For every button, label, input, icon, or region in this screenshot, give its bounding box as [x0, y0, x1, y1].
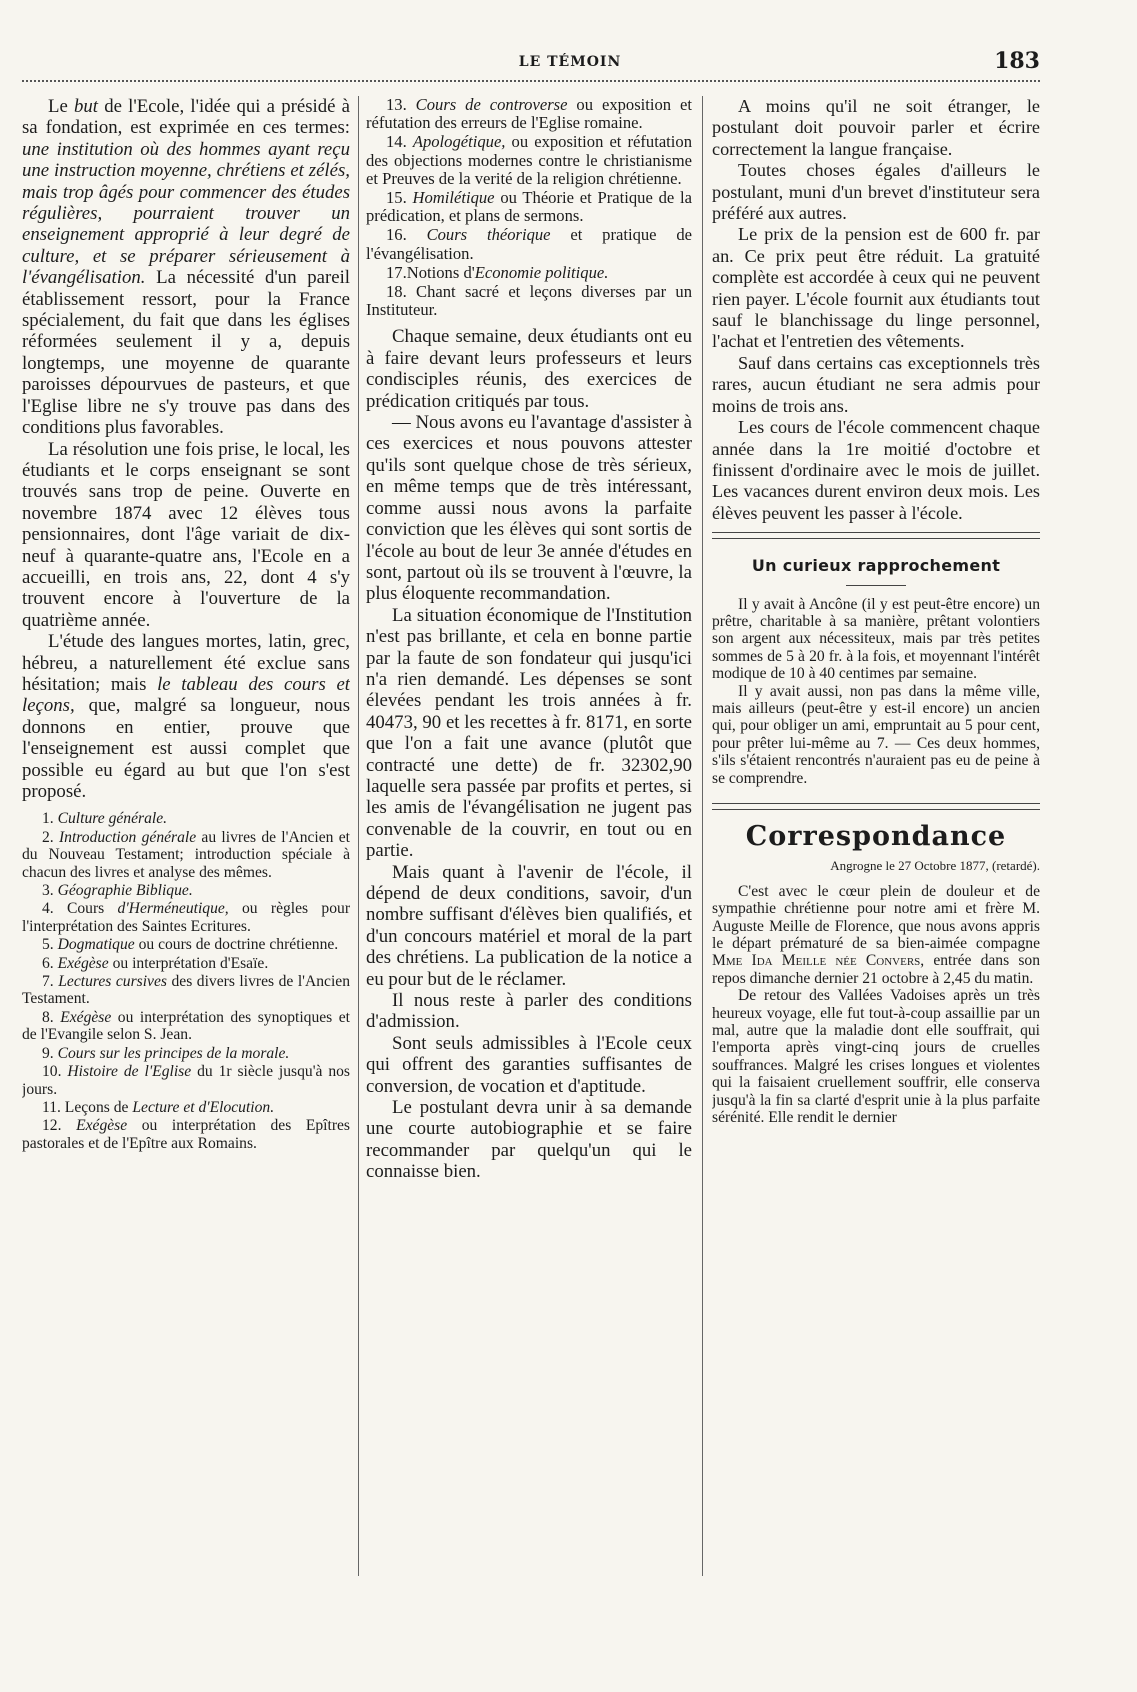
- course-item: 18. Chant sacré et leçons diverses par un Instituteur.: [366, 282, 692, 320]
- course-item: 8. Exégèse ou interprétation des synoptiques et de l'Evangile selon S. Jean.: [22, 1008, 350, 1044]
- course-list-part2: [366, 96, 692, 319]
- course-item: 15. Homilétique ou Théorie et Pratique de la prédication, et plans de sermons.: [366, 188, 692, 226]
- para-future: Mais quant à l'avenir de l'école, il dépend de deux conditions, savoir, d'un nombre suffisant d'élèves bien qualifiés, et d'un concours matériel et moral de la part des chrétiens. La publication de la notice a eu pour but de le réclamer.: [366, 861, 692, 990]
- course-item: 2. Introduction générale au livres de l'Ancien et du Nouveau Testament; introduction spéciale à chacun des livres et analyse des mêmes.: [22, 828, 350, 881]
- section-divider-2: [712, 803, 1040, 810]
- course-item: 6. Exégèse ou interprétation d'Esaïe.: [42, 954, 269, 972]
- course-item: 17.Notions d'Economie politique.: [386, 262, 609, 282]
- column-2: [366, 96, 692, 1676]
- section-divider: [712, 532, 1040, 539]
- para-brevet: Toutes choses égales d'ailleurs le postulant, muni d'un brevet d'instituteur sera préféré aux autres.: [712, 160, 1040, 224]
- dateline: Angrogne le 27 Octobre 1877, (retardé).: [830, 858, 1040, 874]
- course-item: 9. Cours sur les principes de la morale.: [42, 1044, 290, 1062]
- page-number: 183: [994, 48, 1040, 74]
- para-languages: L'étude des langues mortes, latin, grec, hébreu, a naturellement été exclue sans hésitation; mais le tableau des cours et leçons, que, malgré sa longueur, nous donnons en entier, prouve que l'enseignement est aussi complet que possible eu égard au but que l'on s'est proposé.: [22, 631, 350, 802]
- column-1: [22, 96, 350, 1676]
- para-admissible: Sont seuls admissibles à l'Ecole ceux qui offrent des garanties suffisantes de conversion, de vocation et d'aptitude.: [366, 1032, 692, 1097]
- para-ancien: Il y avait aussi, non pas dans la même ville, mais ailleurs (peut-être y est-il encore) un ancien qui, pour obliger un ami, empruntait au 5 pour cent, pour prêter lui-même au 7. — Ces deux hommes, s'ils s'étaient rencontrés n'auraient pas eu de peine à se comprendre.: [712, 682, 1040, 787]
- course-item: 1. Culture générale.: [42, 810, 168, 828]
- course-item: 5. Dogmatique ou cours de doctrine chrétienne.: [42, 936, 339, 954]
- course-item: 3. Géographie Biblique.: [42, 882, 193, 900]
- column-rule-2: [702, 96, 703, 1576]
- course-item: 16. Cours théorique et pratique de l'évangélisation.: [366, 225, 692, 263]
- section-title-correspondance: Correspondance: [745, 821, 1007, 852]
- course-item: 7. Lectures cursives des divers livres de l'Ancien Testament.: [22, 973, 350, 1008]
- column-3: [712, 96, 1040, 1676]
- para-pension: Le prix de la pension est de 600 fr. par an. Ce prix peut être réduit. La gratuité complète est accordée à ceux qui ne peuvent rien payer. L'école fournit aux étudiants tout sauf le blanchissage du linge personnel, l'achat et l'entretien des vêtements.: [712, 224, 1040, 352]
- short-rule: [846, 585, 906, 586]
- course-item: 14. Apologétique, ou exposition et réfutation des objections modernes contre le christianisme et Preuves de la verité de la religion chrétienne.: [366, 132, 692, 188]
- para-resolution: La résolution une fois prise, le local, les étudiants et le corps enseignant se sont trouvés sans trop de peine. Ouverte en novembre 1874 avec 12 élèves tous pensionnaires, dont l'âge variait de dix-neuf à quarante-quatre ans, l'Ecole en a accueilli, en trois ans, 22, dont 4 s'y trouvent encore à l'ouverture de la quatrième année.: [22, 438, 350, 631]
- course-item: 13. Cours de controverse ou exposition et réfutation des erreurs de l'Eglise romaine.: [366, 96, 692, 133]
- para-conditions: Il nous reste à parler des conditions d'admission.: [366, 990, 692, 1033]
- course-item: 10. Histoire de l'Eglise du 1r siècle jusqu'à nos jours.: [22, 1063, 350, 1098]
- para-exercises: Chaque semaine, deux étudiants ont eu à faire devant leurs professeurs et leurs condisciples réunis, des exercices de prédication critiqués par tous.: [366, 326, 692, 412]
- para-testimony: — Nous avons eu l'avantage d'assister à ces exercices et nous pouvons attester qu'ils sont quelque chose de très sérieux, en même temps que de très intéressant, comme aussi nous avons la parfaite conviction que les élèves qui sont sortis de l'école au bout de leur 3e année d'études en sont, partout où ils se trouvent à l'œuvre, la plus éloquente recommandation.: [366, 412, 692, 605]
- course-item: 12. Exégèse ou interprétation des Epîtres pastorales et de l'Epître aux Romains.: [22, 1117, 350, 1152]
- running-header: LE TÉMOIN: [518, 54, 622, 70]
- course-list-part1: [22, 810, 350, 1152]
- para-calendar: Les cours de l'école commencent chaque année dans la 1re moitié d'octobre et finissent d'ordinaire avec le mois de juillet. Les vacances durent environ deux mois. Les élèves peuvent les passer à l'école.: [712, 417, 1040, 523]
- para-condolence: C'est avec le cœur plein de douleur et de sympathie chrétienne pour notre ami et frère M. Auguste Meille de Florence, que nous avons appris le départ prématuré de sa bien-aimée compagne Mme Ida Meille née Convers, entrée dans son repos dimanche dernier 21 octobre à 2,45 du matin.: [712, 882, 1040, 987]
- course-item: 4. Cours d'Herméneutique, ou règles pour l'interprétation des Saintes Ecritures.: [22, 900, 350, 935]
- para-economy: La situation économique de l'Institution n'est pas brillante, et cela en bonne partie par la faute de son fondateur qui jusqu'ici n'a rien demandé. Les dépenses se sont élevées pendant les trois années à fr. 40473, 90 et les recettes à fr. 8171, en sorte que l'on a fait une avance (plutôt que contracté une dette) de fr. 32302,90 laquelle sera passée par profits et pertes, si les amis de l'évangélisation ne jugent pas convenable de la couvrir, en tout ou en partie.: [366, 604, 692, 862]
- para-postulant: Le postulant devra unir à sa demande une courte autobiographie et se faire recommander par quelqu'un qui le connaisse bien.: [366, 1097, 692, 1183]
- para-purpose: Le but de l'Ecole, l'idée qui a présidé à sa fondation, est exprimée en ces termes: une institution où des hommes ayant reçu une instruction moyenne, chrétiens et zélés, mais trop âgés pour commencer des études régulières, pourraient trouver un enseignement approprié à leur degré de culture, et se préparer sérieusement à l'évangélisation. La nécessité d'un pareil établissement ressort, pour la France spécialement, du fait que dans les églises réformées seulement il y a, depuis longtemps, une moyenne de quarante paroisses dépourvues de pasteurs, et que l'Eglise libre ne s'y trouve pas dans des conditions plus favorables.: [22, 96, 350, 439]
- course-item: 11. Leçons de Lecture et d'Elocution.: [42, 1098, 275, 1116]
- para-return: De retour des Vallées Vadoises après un très heureux voyage, elle fut tout-à-coup assaillie par un mal, autre que la maladie dont elle souffrait, qui l'emporta après vingt-cinq jours de cruelles souffrances. Malgré les crises longues et violentes qui la faisaient cruellement souffrir, elle conserva jusqu'à la fin sa clarté d'esprit unie à la plus parfaite sérénité. Elle rendit le dernier: [712, 987, 1040, 1127]
- para-duration: Sauf dans certains cas exceptionnels très rares, aucun étudiant ne sera admis pour moins de trois ans.: [712, 352, 1040, 416]
- header-rule: [22, 80, 1040, 82]
- para-ancone: Il y avait à Ancône (il y est peut-être encore) un prêtre, charitable à sa manière, prêtant volontiers son argent aux nécessiteux, mais par très petites sommes de 5 à 20 fr. à la fois, et moyennant l'intérêt modique de 10 à 40 centimes par semaine.: [712, 595, 1040, 683]
- section-title-rapprochement: Un curieux rapprochement: [751, 556, 1001, 576]
- column-rule-1: [358, 96, 359, 1576]
- para-language-req: A moins qu'il ne soit étranger, le postulant doit pouvoir parler et écrire correctement la langue française.: [712, 96, 1040, 159]
